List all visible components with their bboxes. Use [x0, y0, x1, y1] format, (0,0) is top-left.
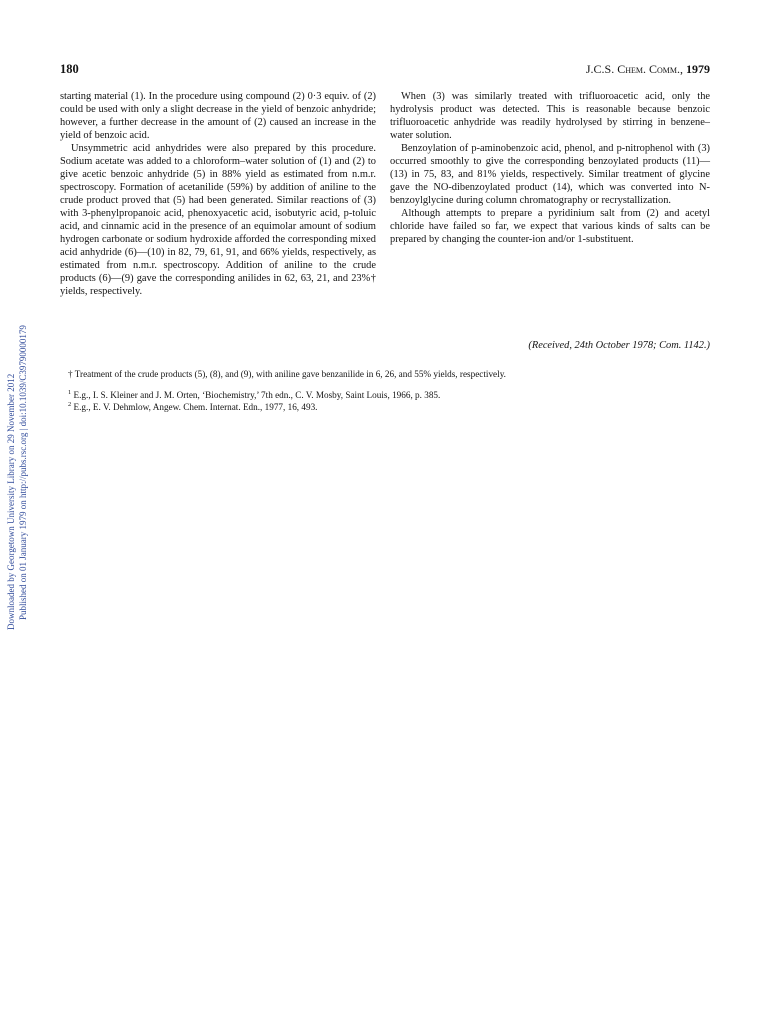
- reference-text: E.g., I. S. Kleiner and J. M. Orten, ‘Biochemistry,’ 7th edn., C. V. Mosby, Saint Louis, 1966, p. 385.: [73, 390, 441, 400]
- download-note: Downloaded by Georgetown University Library on 29 November 2012: [6, 373, 16, 630]
- page-number: 180: [60, 62, 79, 76]
- reference-item: [68, 402, 718, 412]
- paragraph: Unsymmetric acid anhydrides were also prepared by this procedure. Sodium acetate was added to a chloroform–water solution of (1) and (2) to give acetic benzoic anhydride (5) in 88% yield as estimated from n.m.r. spectroscopy. Formation of acetanilide (59%) by addition of aniline to the crude product proved that (5) had been generated. Similar reactions of (3) with 3-phenylpropanoic acid, phenoxyacetic acid, isobutyric acid, p-toluic acid, and cinnamic acid in the presence of an equimolar amount of sodium hydrogen carbonate or sodium hydroxide afforded the corresponding mixed acid anhydride (6)—(10) in 82, 79, 61, 91, and 66% yields, respectively, as estimated from n.m.r. spectroscopy. Addition of aniline to the crude products (6)—(9) gave the corresponding anilides in 62, 63, 21, and 23%† yields, respectively.: [60, 143, 376, 297]
- journal-prefix: J.C.S.: [585, 62, 615, 76]
- footnote: † Treatment of the crude products (5), (8), and (9), with aniline gave benzanilide in 6, 26, and 55% yields, respectively.: [68, 369, 506, 379]
- paragraph: starting material (1). In the procedure using compound (2) 0·3 equiv. of (2) could be used with only a slight decrease in the yield of benzoic anhydride; however, a further decrease in the amount of (2) caused an increase in the yield of benzoic acid.: [60, 91, 376, 141]
- journal-header: J.C.S. Chem. Comm., 1979: [585, 62, 710, 76]
- reference-text: E.g., E. V. Dehmlow, Angew. Chem. Internat. Edn., 1977, 16, 493.: [73, 402, 318, 412]
- reference-number: 1: [68, 388, 72, 396]
- left-column: [60, 90, 376, 298]
- reference-item: [68, 390, 718, 400]
- right-column: [390, 90, 710, 246]
- paragraph: Although attempts to prepare a pyridinium salt from (2) and acetyl chloride have failed so far, we expect that various kinds of salts can be prepared by changing the counter-ion and/or 1-substituent.: [390, 208, 710, 245]
- reference-number: 2: [68, 400, 72, 408]
- paragraph: Benzoylation of p-aminobenzoic acid, phenol, and p-nitrophenol with (3) occurred smoothly to give the corresponding benzoylated products (11)—(13) in 75, 83, and 81% yields, respectively. Similar treatment of glycine gave the NO-dibenzoylated product (14), which was converted into N-benzoylglycine during column chromatography or recrystallization.: [390, 143, 710, 206]
- download-watermark: [2, 270, 32, 630]
- received-date: (Received, 24th October 1978; Com. 1142.): [528, 340, 710, 351]
- paragraph: When (3) was similarly treated with trifluoroacetic acid, only the hydrolysis product was detected. This is reasonable because benzoic trifluoroacetic anhydride was readily hydrolysed by stirring in benzene–water solution.: [390, 91, 710, 141]
- journal-year: 1979: [686, 62, 710, 76]
- journal-name: Chem. Comm.: [617, 62, 680, 76]
- publication-note: Published on 01 January 1979 on http://pubs.rsc.org | doi:10.1039/C39790000179: [18, 325, 28, 620]
